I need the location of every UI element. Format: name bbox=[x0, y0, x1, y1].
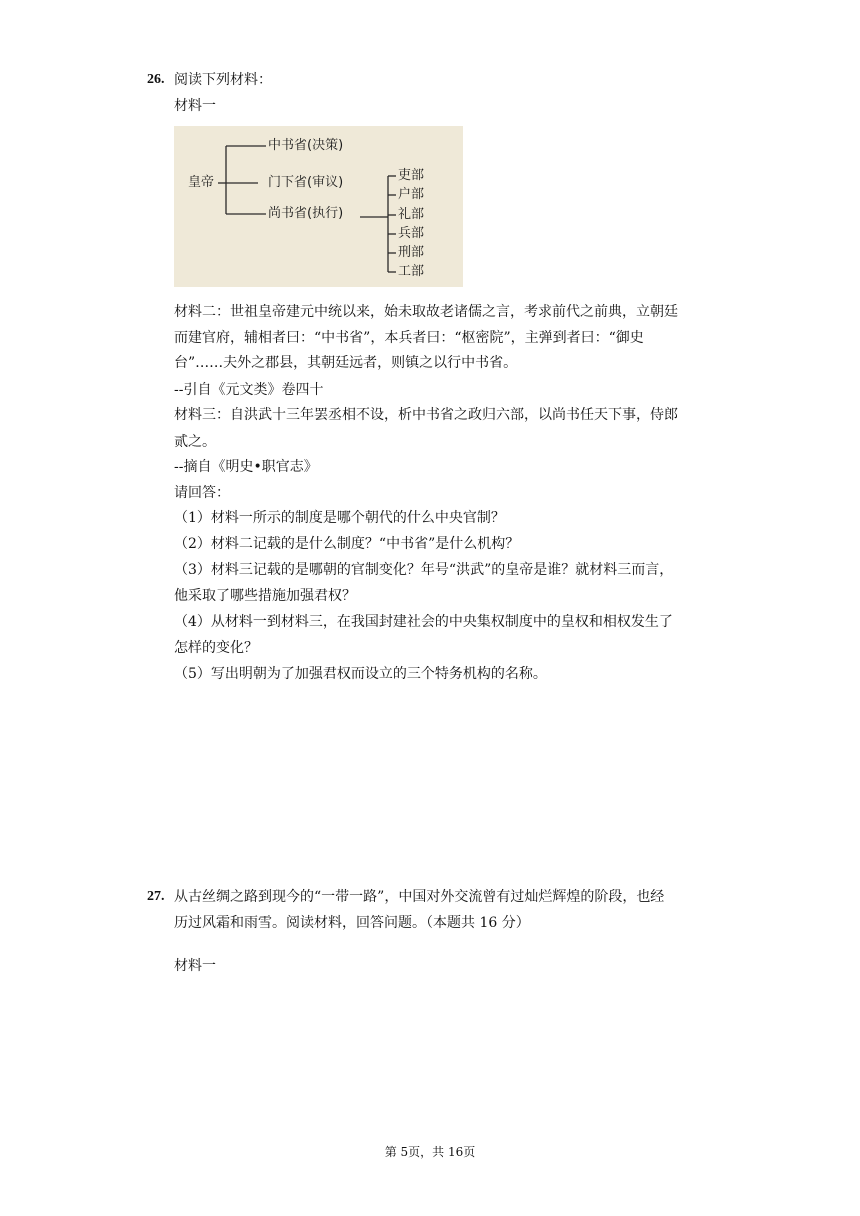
material-3-line-2: 贰之。 bbox=[174, 434, 216, 450]
diagram-ministry-xing: 刑部 bbox=[398, 245, 425, 260]
diagram-ministry-li-rites: 礼部 bbox=[398, 207, 425, 222]
sub-question-3-line-2: 他采取了哪些措施加强君权？ bbox=[174, 588, 356, 604]
diagram-branch-menxia: 门下省(审议) bbox=[268, 175, 344, 190]
material-1-label: 材料一 bbox=[174, 98, 216, 114]
material-2-line-3: 台”……夫外之郡县，其朝廷远者，则镇之以行中书省。 bbox=[174, 355, 518, 371]
sub-question-5: （5）写出明朝为了加强君权而设立的三个特务机构的名称。 bbox=[174, 666, 547, 682]
material-2-line-2: 而建官府，辅相者曰：“中书省”，本兵者曰：“枢密院”，主弹到者曰：“御史 bbox=[174, 330, 644, 346]
question-26-number: 26. bbox=[147, 72, 165, 87]
sub-question-1: （1）材料一所示的制度是哪个朝代的什么中央官制？ bbox=[174, 510, 505, 526]
diagram-branch-zhongshu: 中书省(决策) bbox=[268, 138, 344, 153]
answer-prompt: 请回答： bbox=[174, 485, 230, 501]
question-27-line-2: 历过风霜和雨雪。阅读材料，回答问题。（本题共 16 分） bbox=[174, 915, 530, 931]
material-2-line-1: 材料二：世祖皇帝建元中统以来，始未取故老诸儒之言，考求前代之前典，立朝廷 bbox=[174, 304, 678, 320]
sub-question-4-line-2: 怎样的变化？ bbox=[174, 640, 258, 656]
material-3-line-1: 材料三：自洪武十三年罢丞相不设，析中书省之政归六部，以尚书任天下事，侍郎 bbox=[174, 407, 678, 423]
diagram-branch-shangshu: 尚书省(执行) bbox=[268, 206, 344, 221]
diagram-ministry-bing: 兵部 bbox=[398, 226, 425, 241]
central-government-diagram bbox=[174, 126, 463, 287]
material-2-source: --引自《元文类》卷四十 bbox=[174, 382, 324, 398]
sub-question-4-line-1: （4）从材料一到材料三，在我国封建社会的中央集权制度中的皇权和相权发生了 bbox=[174, 614, 673, 630]
page-footer: 第 5页，共 16页 bbox=[384, 1145, 476, 1159]
question-27-line-1: 从古丝绸之路到现今的“一带一路”，中国对外交流曾有过灿烂辉煌的阶段，也经 bbox=[174, 889, 665, 905]
diagram-root-emperor: 皇帝 bbox=[188, 175, 215, 190]
question-27-number: 27. bbox=[147, 889, 165, 904]
question-27-material-1-label: 材料一 bbox=[174, 958, 216, 974]
material-3-source: --摘自《明史•职官志》 bbox=[174, 459, 318, 475]
sub-question-2: （2）材料二记载的是什么制度？“中书省”是什么机构？ bbox=[174, 536, 520, 552]
question-26-intro: 阅读下列材料： bbox=[174, 72, 272, 88]
diagram-ministry-gong: 工部 bbox=[398, 264, 425, 279]
diagram-ministry-hu: 户部 bbox=[398, 187, 425, 202]
sub-question-3-line-1: （3）材料三记载的是哪朝的官制变化？年号“洪武”的皇帝是谁？就材料三而言， bbox=[174, 562, 674, 578]
diagram-ministry-li-personnel: 吏部 bbox=[398, 168, 425, 183]
